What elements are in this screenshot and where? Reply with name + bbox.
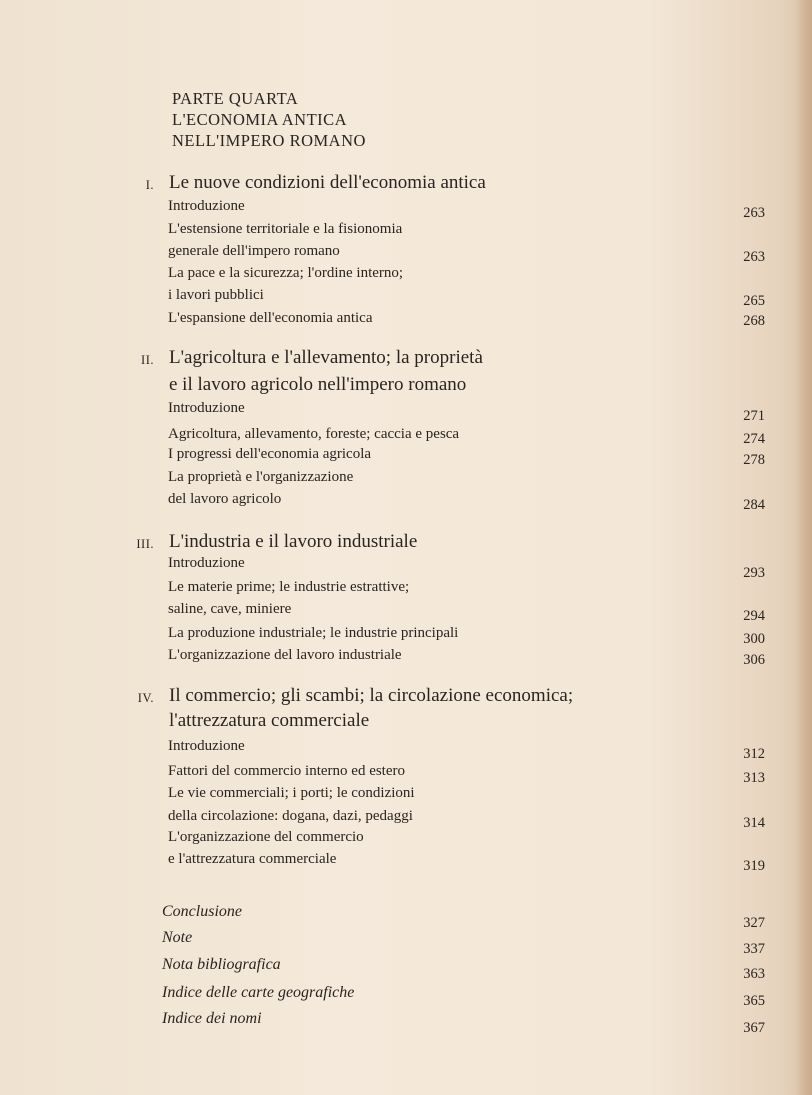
toc-entry: Introduzione — [168, 400, 245, 416]
toc-entry: La pace e la sicurezza; l'ordine interno; — [168, 265, 404, 281]
toc-entry: L'organizzazione del commercio — [168, 829, 364, 845]
toc-entry-continued: della circolazione: dogana, dazi, pedaggi — [168, 808, 413, 824]
part-header-line: NELL'IMPERO ROMANO — [172, 131, 366, 150]
part-header — [172, 88, 366, 151]
page-edge-shadow — [794, 0, 812, 1095]
chapter-title: L'agricoltura e l'allevamento; la proprietà — [169, 347, 483, 368]
toc-entry-continued: generale dell'impero romano — [168, 243, 340, 259]
page-number: 284 — [743, 497, 765, 513]
page-number: 319 — [743, 858, 765, 874]
page-number: 263 — [743, 249, 765, 265]
toc-entry-continued: saline, cave, miniere — [168, 601, 292, 617]
toc-entry: Introduzione — [168, 198, 245, 214]
toc-entry-continued: i lavori pubblici — [168, 287, 264, 303]
chapter-numeral: II. — [141, 353, 154, 367]
toc-entry: L'organizzazione del lavoro industriale — [168, 647, 402, 663]
toc-entry: I progressi dell'economia agricola — [168, 446, 372, 462]
page-number: 365 — [743, 993, 765, 1009]
part-header-line: L'ECONOMIA ANTICA — [172, 110, 348, 129]
page-number: 278 — [743, 452, 765, 468]
page-number: 327 — [743, 915, 765, 931]
page-number: 265 — [743, 293, 765, 309]
toc-entry-continued: del lavoro agricolo — [168, 491, 282, 507]
chapter-title: L'industria e il lavoro industriale — [169, 531, 418, 552]
toc-entry-continued: e l'attrezzatura commerciale — [168, 851, 337, 867]
chapter-numeral: I. — [145, 178, 154, 192]
part-header-line: PARTE QUARTA — [172, 89, 299, 108]
page-number: 294 — [743, 608, 765, 624]
chapter-title: Le nuove condizioni dell'economia antica — [169, 172, 486, 193]
chapter-numeral: IV. — [137, 691, 154, 705]
toc-entry: La produzione industriale; le industrie principali — [168, 625, 459, 641]
toc-entry: Fattori del commercio interno ed estero — [168, 763, 406, 779]
back-matter-entry: Conclusione — [162, 903, 242, 920]
page-number: 268 — [743, 313, 765, 329]
toc-entry: Agricoltura, allevamento, foreste; caccia e pesca — [168, 426, 460, 442]
page-number: 314 — [743, 815, 765, 831]
chapter-title: Il commercio; gli scambi; la circolazione economica; — [169, 685, 574, 706]
chapter-title-continued: l'attrezzatura commerciale — [169, 710, 370, 731]
page-number: 367 — [743, 1020, 765, 1036]
page-number: 263 — [743, 205, 765, 221]
page-number: 337 — [743, 941, 765, 957]
chapter-numeral: III. — [136, 537, 154, 551]
page-number: 363 — [743, 966, 765, 982]
back-matter-entry: Note — [162, 929, 193, 946]
page-number: 274 — [743, 431, 765, 447]
back-matter-entry: Indice dei nomi — [162, 1010, 262, 1027]
page-number: 306 — [743, 652, 765, 668]
toc-entry: L'estensione territoriale e la fisionomia — [168, 221, 403, 237]
page-number: 313 — [743, 770, 765, 786]
toc-entry: La proprietà e l'organizzazione — [168, 469, 354, 485]
page-number: 312 — [743, 746, 765, 762]
chapter-title-continued: e il lavoro agricolo nell'impero romano — [169, 374, 467, 395]
page-number: 300 — [743, 631, 765, 647]
toc-entry: Le vie commerciali; i porti; le condizioni — [168, 785, 415, 801]
toc-entry: Le materie prime; le industrie estrattive; — [168, 579, 410, 595]
toc-entry: Introduzione — [168, 738, 245, 754]
page-number: 293 — [743, 565, 765, 581]
toc-entry: Introduzione — [168, 555, 245, 571]
back-matter-entry: Indice delle carte geografiche — [162, 984, 355, 1001]
back-matter-entry: Nota bibliografica — [162, 956, 281, 973]
page-number: 271 — [743, 408, 765, 424]
toc-entry: L'espansione dell'economia antica — [168, 310, 373, 326]
